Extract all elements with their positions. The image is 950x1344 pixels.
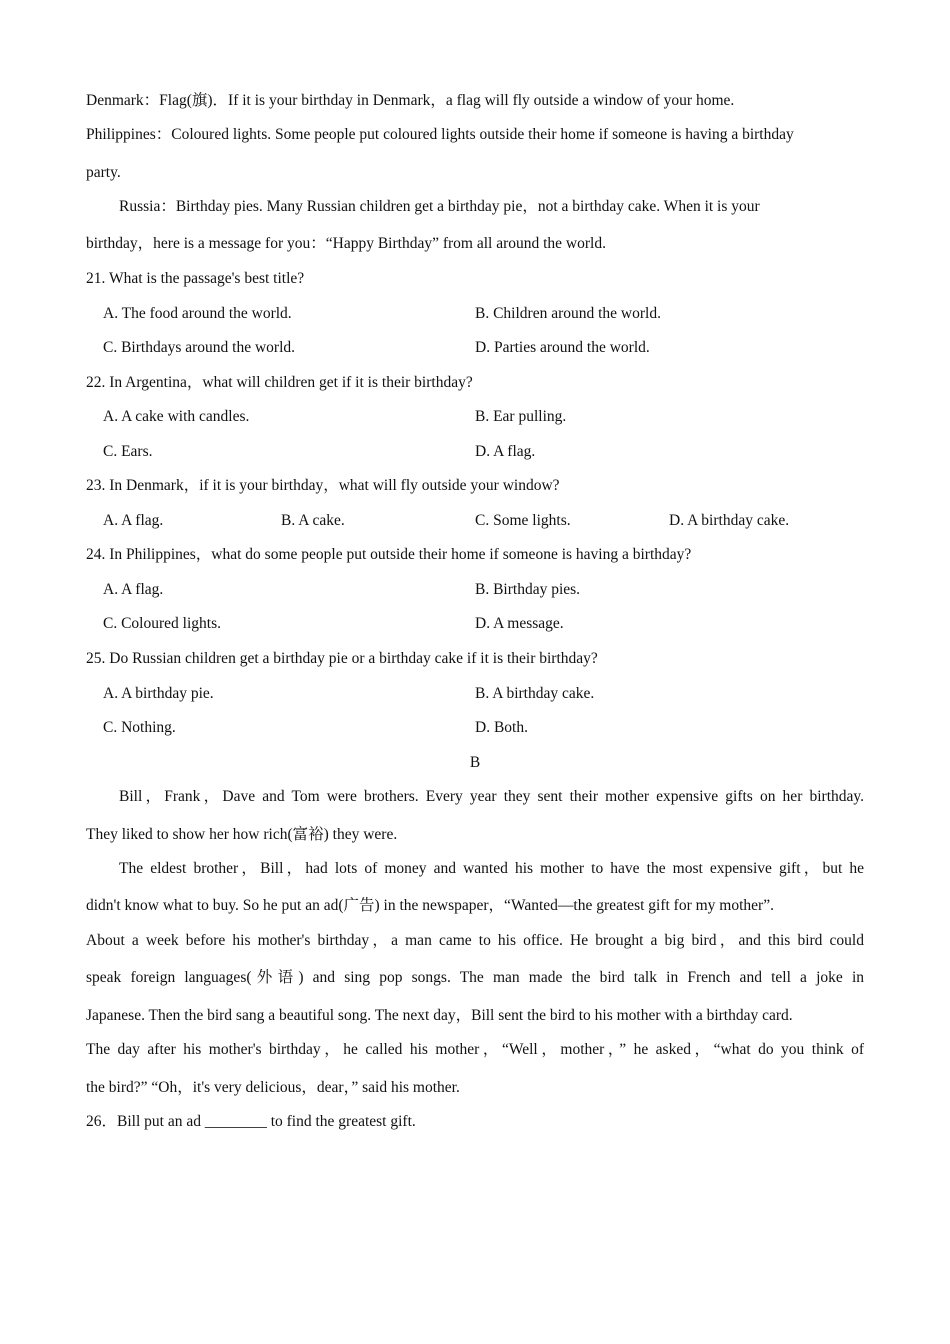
- passage-b-line-4: didn't know what to buy. So he put an ad(广告) in the newspaper，“Wanted—the greatest gift for my mother”.: [86, 897, 774, 914]
- question-22-option-d: D. A flag.: [475, 443, 536, 460]
- question-22-option-a: A. A cake with candles.: [103, 408, 250, 425]
- passage-b-line-8: The day after his mother's birthday，he called his mother，“Well，mother，” he asked，“what do you think of: [86, 1041, 864, 1058]
- question-23-option-c: C. Some lights.: [475, 512, 571, 529]
- question-24-stem: 24. In Philippines，what do some people put outside their home if someone is having a birthday?: [86, 546, 692, 563]
- passage-line-denmark: Denmark：Flag(旗)．If it is your birthday in Denmark，a flag will fly outside a window of your home.: [86, 92, 735, 109]
- passage-b-line-2: They liked to show her how rich(富裕) they were.: [86, 826, 398, 843]
- question-21-stem: 21. What is the passage's best title?: [86, 270, 305, 287]
- passage-line-philippines: Philippines：Coloured lights. Some people put coloured lights outside their home if someone is having a birthday: [86, 126, 794, 143]
- question-25-stem: 25. Do Russian children get a birthday pie or a birthday cake if it is their birthday?: [86, 650, 598, 667]
- question-23-option-a: A. A flag.: [103, 512, 164, 529]
- question-24-option-d: D. A message.: [475, 615, 564, 632]
- question-25-option-a: A. A birthday pie.: [103, 685, 214, 702]
- question-24-option-c: C. Coloured lights.: [103, 615, 221, 632]
- question-21-option-b: B. Children around the world.: [475, 305, 661, 322]
- passage-b-line-6: speak foreign languages(外语) and sing pop songs. The man made the bird talk in French and tell a joke in: [86, 969, 864, 986]
- question-26-stem: 26．Bill put an ad ________ to find the greatest gift.: [86, 1113, 416, 1130]
- question-25-option-d: D. Both.: [475, 719, 528, 736]
- question-22-stem: 22. In Argentina，what will children get if it is their birthday?: [86, 374, 473, 391]
- question-21-option-a: A. The food around the world.: [103, 305, 292, 322]
- question-25-option-b: B. A birthday cake.: [475, 685, 595, 702]
- passage-line-philippines-cont: party.: [86, 164, 121, 181]
- question-24-option-a: A. A flag.: [103, 581, 164, 598]
- question-21-option-c: C. Birthdays around the world.: [103, 339, 296, 356]
- passage-b-line-3: The eldest brother，Bill，had lots of money and wanted his mother to have the most expensive gift，but he: [119, 860, 864, 877]
- question-21-option-d: D. Parties around the world.: [475, 339, 650, 356]
- question-23-option-d: D. A birthday cake.: [669, 512, 790, 529]
- passage-line-russia: Russia：Birthday pies. Many Russian children get a birthday pie，not a birthday cake. When it is your: [119, 198, 760, 215]
- question-23-stem: 23. In Denmark，if it is your birthday，what will fly outside your window?: [86, 477, 560, 494]
- passage-line-russia-cont: birthday，here is a message for you：“Happy Birthday” from all around the world.: [86, 235, 606, 252]
- section-heading: B: [469, 754, 481, 771]
- passage-b-line-1: Bill，Frank，Dave and Tom were brothers. Every year they sent their mother expensive gifts on her birthday.: [119, 788, 864, 805]
- passage-b-line-7: Japanese. Then the bird sang a beautiful song. The next day，Bill sent the bird to his mother with a birthday card.: [86, 1007, 793, 1024]
- question-24-option-b: B. Birthday pies.: [475, 581, 581, 598]
- question-23-option-b: B. A cake.: [281, 512, 345, 529]
- question-22-option-b: B. Ear pulling.: [475, 408, 567, 425]
- passage-b-line-5: About a week before his mother's birthday，a man came to his office. He brought a big bird，and this bird could: [86, 932, 864, 949]
- question-22-option-c: C. Ears.: [103, 443, 153, 460]
- passage-b-line-9: the bird?” “Oh，it's very delicious，dear，” said his mother.: [86, 1079, 460, 1096]
- question-25-option-c: C. Nothing.: [103, 719, 176, 736]
